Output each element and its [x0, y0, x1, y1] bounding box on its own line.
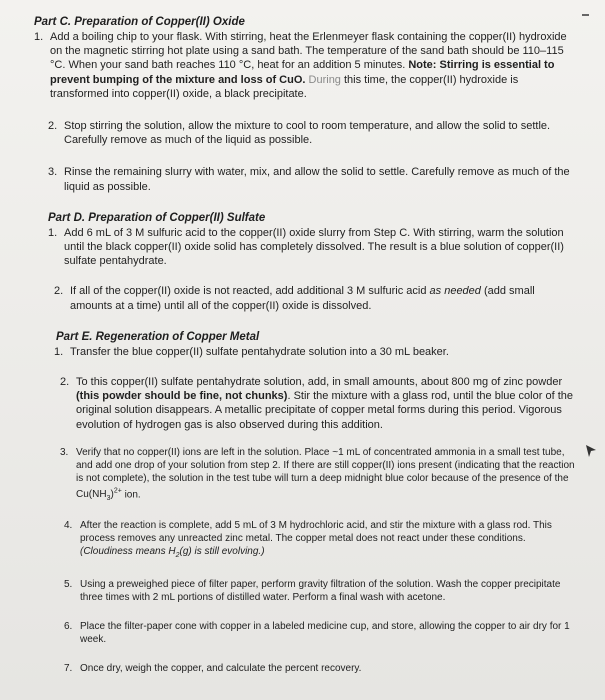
item-text-main: Add a boiling chip to your flask. With stirring, heat the Erlenmeyer flask containing the copper(II) hydroxide on the magnetic stirring hot plate using a sand bath. The temperature of the sand bath should be 110–115 °C. When your sand bath reaches 110 °C, heat for an addition 5 minutes. [50, 31, 567, 72]
part-d-list [34, 226, 579, 313]
item-number: 1. [54, 345, 64, 358]
item-text: Stop stirring the solution, allow the mixture to cool to room temperature, and allow the solid to settle. Carefully remove as much of the liquid as possible. [64, 120, 551, 147]
item-text-end: this time, the copper(II) hydroxide is transformed into copper(II) oxide, a black precipitate. [50, 73, 519, 100]
item-text [50, 30, 579, 101]
item-number: 6. [64, 621, 73, 633]
part-c-title: Part C. Preparation of Copper(II) Oxide [34, 16, 245, 28]
list-item [48, 119, 579, 147]
item-text: Place the filter-paper cone with copper in a labeled medicine cup, and store, allowing the copper to air dry for 1 week. [80, 621, 570, 646]
item-note: Note: Stirring is essential to prevent bumping of the mixture and loss of CuO. [50, 59, 555, 86]
item-number: 1. [48, 226, 58, 239]
item-text-b: ion. [121, 489, 141, 501]
list-item [60, 446, 579, 505]
list-item [64, 662, 579, 675]
item-text-b: . Stir the mixture with a glass rod, until the blue color of the original solution disappears. A metallic precipitate of copper metal forms during this period. Vigorous evolution of hydrogen gas is also observed during this addition. [76, 390, 573, 431]
mouse-cursor-icon [585, 444, 597, 458]
item-text-emphasis: (Cloudiness means $H_2(g)$ is still evolving.) [80, 546, 265, 560]
item-text-bold: (this powder should be fine, not chunks) [76, 390, 288, 403]
item-text [76, 446, 579, 505]
part-c-list [34, 30, 579, 194]
item-text: Rinse the remaining slurry with water, mix, and allow the solid to settle. Carefully remove as much of the liquid as possible. [64, 166, 570, 193]
item-text-emphasis: as needed [429, 285, 481, 298]
item-number: 2. [54, 285, 64, 298]
page-mark [582, 14, 589, 16]
chemical-formula: $Cu(NH_3)^{2+}$ [76, 487, 122, 503]
item-number: 5. [64, 579, 73, 591]
part-d-title: Part D. Preparation of Copper(II) Sulfate [48, 211, 266, 224]
list-item [54, 345, 579, 359]
item-text-a: If all of the copper(II) oxide is not reacted, add additional 3 M sulfuric acid [70, 285, 430, 298]
part-e-title: Part E. Regeneration of Copper Metal [56, 330, 260, 343]
item-text [70, 284, 579, 312]
item-number: 3. [60, 446, 69, 458]
list-item [64, 578, 579, 604]
item-number: 2. [48, 120, 58, 133]
item-number: 3. [48, 166, 58, 179]
list-item [34, 30, 579, 101]
item-note-faded: During [305, 73, 341, 86]
item-number: 2. [60, 376, 70, 389]
item-text-a: After the reaction is complete, add 5 mL of 3 M hydrochloric acid, and stir the mixture with a glass rod. This process removes any unreacted zinc metal. The copper metal does not react under these conditions. [80, 520, 552, 545]
item-text [76, 375, 579, 432]
item-number: 4. [64, 520, 73, 532]
item-text-a: Verify that no copper(II) ions are left in the solution. Place ~1 mL of concentrated ammonia in a small test tube, and add one drop of your solution from step 2. If there are still copper(II) ions present (indicating that the reaction is not complete), the solution in the test tube will turn a deep midnight blue color because of the presence of the [76, 446, 575, 484]
item-text: Add 6 mL of 3 M sulfuric acid to the copper(II) oxide slurry from Step C. With stirring, warm the solution until the black copper(II) oxide solid has completely dissolved. The result is a blue solution of copper(II) sulfate pentahydrate. [64, 226, 564, 268]
item-number: 1. [34, 31, 44, 43]
list-item [54, 284, 579, 312]
item-text-b: (add small amounts at a time) until all of the copper(II) oxide is dissolved. [70, 285, 535, 312]
item-number: 7. [64, 663, 73, 675]
list-item [60, 375, 579, 432]
part-e-list-continued [34, 446, 579, 675]
item-text: Transfer the blue copper(II) sulfate pentahydrate solution into a 30 mL beaker. [70, 345, 449, 358]
item-text-a: To this copper(II) sulfate pentahydrate solution, add, in small amounts, about 800 mg of zinc powder [76, 376, 563, 389]
list-item [48, 226, 579, 269]
list-item [48, 165, 579, 193]
item-text: Once dry, weigh the copper, and calculate the percent recovery. [80, 663, 362, 675]
part-e-list [34, 345, 579, 432]
list-item [64, 620, 579, 646]
item-text: Using a preweighed piece of filter paper, perform gravity filtration of the solution. Wash the copper precipitate three times with 2 mL portions of distilled water. Perform a final wash with acetone. [80, 579, 561, 604]
item-text [80, 519, 579, 562]
list-item [64, 519, 579, 562]
